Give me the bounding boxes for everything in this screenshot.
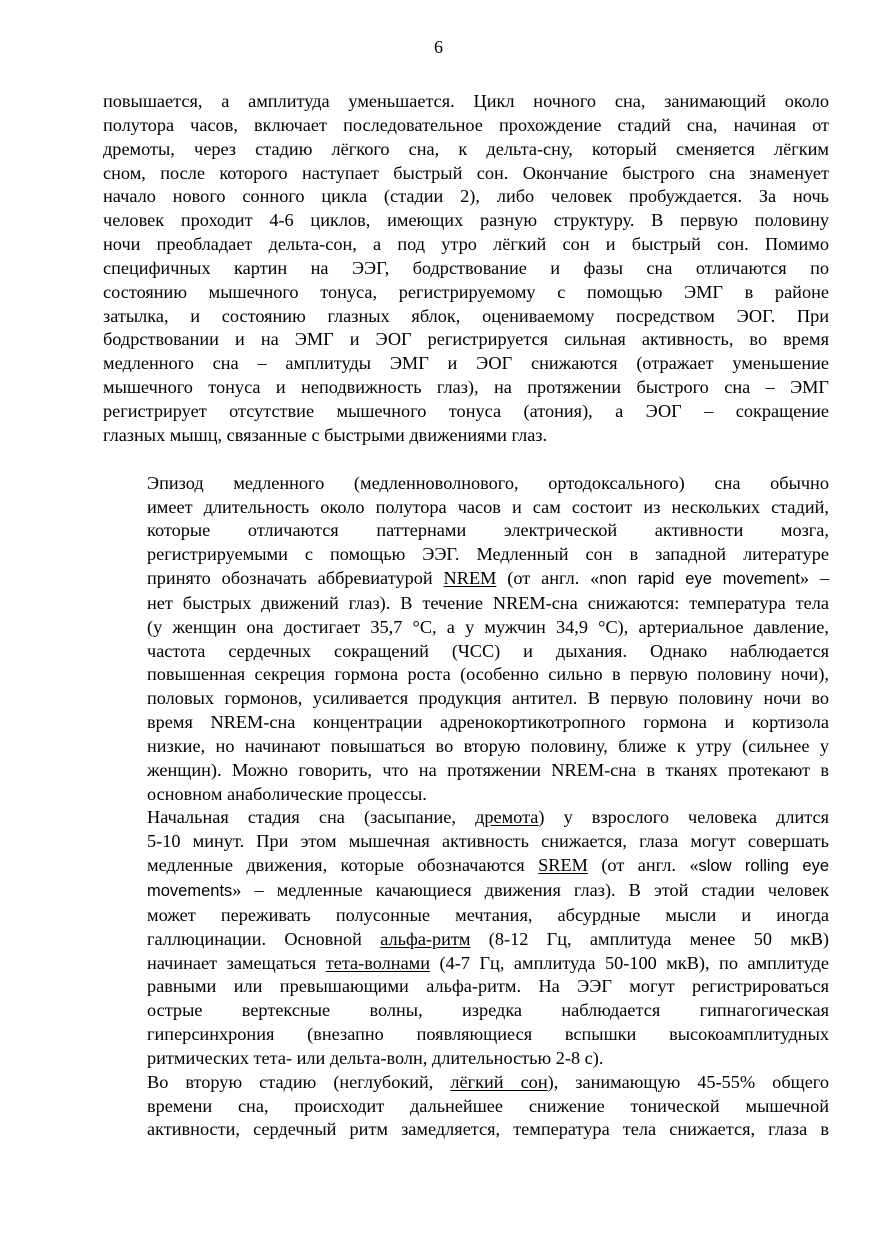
text-fragment: (8-12 Гц, амплитуда менее 50 мкВ)	[470, 928, 829, 949]
text-fragment: Начальная стадия сна (засыпание,	[147, 807, 476, 828]
text-line: 5-10 минут. При этом мышечная активность снижается, глаза могут совершать	[147, 831, 829, 852]
text-line: частота сердечных сокращений (ЧСС) и дыхания. Однако наблюдается	[147, 640, 829, 661]
text-line: основном анаболические процессы.	[147, 783, 427, 804]
text-line: глазных мышц, связанные с быстрыми движениями глаз.	[103, 424, 548, 445]
text-line: бодрствовании и на ЭМГ и ЭОГ регистрируется сильная активность, во время	[103, 329, 829, 350]
page-content	[103, 90, 829, 1142]
text-line: острые вертексные волны, изредка наблюдается гипнагогическая	[147, 1000, 829, 1021]
paragraph-nrem-sleep	[103, 472, 829, 807]
text-fragment: » –	[799, 568, 829, 589]
text-line: которые отличаются паттернами электрической активности мозга,	[147, 520, 829, 541]
text-line: ритмических тета- или дельта-волн, длительностью 2-8 с).	[147, 1047, 604, 1068]
text-line: время NREM-сна концентрации адренокортикотропного гормона и кортизола	[147, 712, 829, 733]
text-fragment: начинает замещаться	[147, 952, 326, 973]
text-line: состоянию мышечного тонуса, регистрируемому с помощью ЭМГ в районе	[103, 281, 829, 302]
alpha-rhythm-link[interactable]: альфа-ритм	[380, 928, 471, 949]
english-term: movements	[147, 882, 233, 900]
text-line: времени сна, происходит дальнейшее снижение тонической мышечной	[147, 1095, 829, 1116]
light-sleep-link[interactable]: лёгкий сон	[450, 1071, 548, 1092]
text-fragment: ), занимающую 45-55% общего	[547, 1071, 829, 1092]
text-fragment: ) у взрослого человека длится	[538, 807, 829, 828]
page-number: 6	[434, 37, 443, 57]
english-term: non rapid eye movement	[599, 570, 800, 589]
english-term: slow rolling eye	[698, 857, 829, 876]
text-line	[103, 879, 829, 904]
text-line: сном, после которого наступает быстрый сон. Окончание быстрого сна знаменует	[103, 162, 829, 183]
text-fragment: » – медленные качающиеся движения глаз). В этой стадии человек	[232, 880, 829, 900]
text-line: повышенная секреция гормона роста (особенно сильно в первую половину ночи),	[147, 664, 829, 685]
text-fragment: (4-7 Гц, амплитуда 50-100 мкВ), по амплитуде	[430, 952, 829, 973]
text-line: дремоты, через стадию лёгкого сна, к дельта-сну, который сменяется лёгким	[103, 138, 829, 159]
paragraph-stage-one	[103, 806, 829, 1070]
nrem-link[interactable]: NREM	[443, 568, 497, 589]
paragraph-spacer	[103, 448, 829, 472]
text-line: начало нового сонного цикла (стадии 2), либо человек пробуждается. За ночь	[103, 186, 829, 207]
paragraph-stage-two	[103, 1071, 829, 1143]
text-line: (у женщин она достигает 35,7 °С, а у мужчин 34,9 °С), артериальное давление,	[147, 616, 829, 637]
theta-waves-link[interactable]: тета-волнами	[325, 952, 431, 973]
text-line: полутора часов, включает последовательное прохождение стадий сна, начиная от	[103, 114, 829, 135]
text-fragment: (от англ. «	[587, 855, 699, 876]
text-line: специфичных картин на ЭЭГ, бодрствование и фазы сна отличаются по	[103, 257, 829, 278]
paragraph-sleep-cycle	[103, 90, 829, 448]
text-line: женщин). Можно говорить, что на протяжении NREM-сна в тканях протекают в	[147, 759, 829, 780]
text-line	[103, 806, 829, 830]
text-fragment: принято обозначать аббревиатурой	[147, 568, 444, 589]
text-line	[103, 854, 829, 879]
text-line: регистрируемыми с помощью ЭЭГ. Медленный сон в западной литературе	[147, 544, 829, 565]
dremota-link[interactable]: дремота	[475, 807, 539, 828]
text-line: ночи преобладает дельта-сон, а под утро лёгкий сон и быстрый сон. Помимо	[103, 234, 829, 255]
text-line: низкие, но начинают повышаться во вторую половину, ближе к утру (сильнее у	[147, 735, 829, 756]
text-line: равными или превышающими альфа-ритм. На ЭЭГ могут регистрироваться	[147, 976, 829, 997]
text-fragment: медленные движения, которые обозначаются	[147, 855, 539, 876]
text-line	[103, 1071, 829, 1095]
text-line: имеет длительность около полутора часов и сам состоит из нескольких стадий,	[147, 496, 829, 517]
text-line: Эпизод медленного (медленноволнового, ортодоксального) сна обычно	[147, 472, 829, 493]
text-fragment: галлюцинации. Основной	[147, 928, 381, 949]
text-line: регистрирует отсутствие мышечного тонуса (атония), а ЭОГ – сокращение	[103, 400, 829, 421]
text-line: повышается, а амплитуда уменьшается. Цикл ночного сна, занимающий около	[103, 91, 829, 111]
text-line: человек проходит 4-6 циклов, имеющих разную структуру. В первую половину	[103, 210, 829, 231]
text-line: может переживать полусонные мечтания, абсурдные мысли и иногда	[147, 904, 829, 925]
text-line: медленного сна – амплитуды ЭМГ и ЭОГ снижаются (отражает уменьшение	[103, 353, 829, 374]
text-line	[103, 952, 829, 976]
text-line: нет быстрых движений глаз). В течение NREM-сна снижаются: температура тела	[147, 592, 829, 613]
text-line: половых гормонов, усиливается продукция антител. В первую половину ночи во	[147, 688, 829, 709]
text-line: гиперсинхрония (внезапно появляющиеся вспышки высокоамплитудных	[147, 1024, 829, 1045]
text-line: затылка, и состоянию глазных яблок, оцениваемому посредством ЭОГ. При	[103, 305, 829, 326]
text-line: мышечного тонуса и неподвижность глаз), на протяжении быстрого сна – ЭМГ	[103, 377, 829, 398]
text-fragment: (от англ. «	[496, 568, 600, 589]
srem-link[interactable]: SREM	[538, 855, 588, 876]
text-line	[103, 928, 829, 952]
text-fragment: Во вторую стадию (неглубокий,	[147, 1071, 451, 1092]
text-line	[103, 567, 829, 592]
text-line: активности, сердечный ритм замедляется, температура тела снижается, глаза в	[147, 1119, 829, 1140]
